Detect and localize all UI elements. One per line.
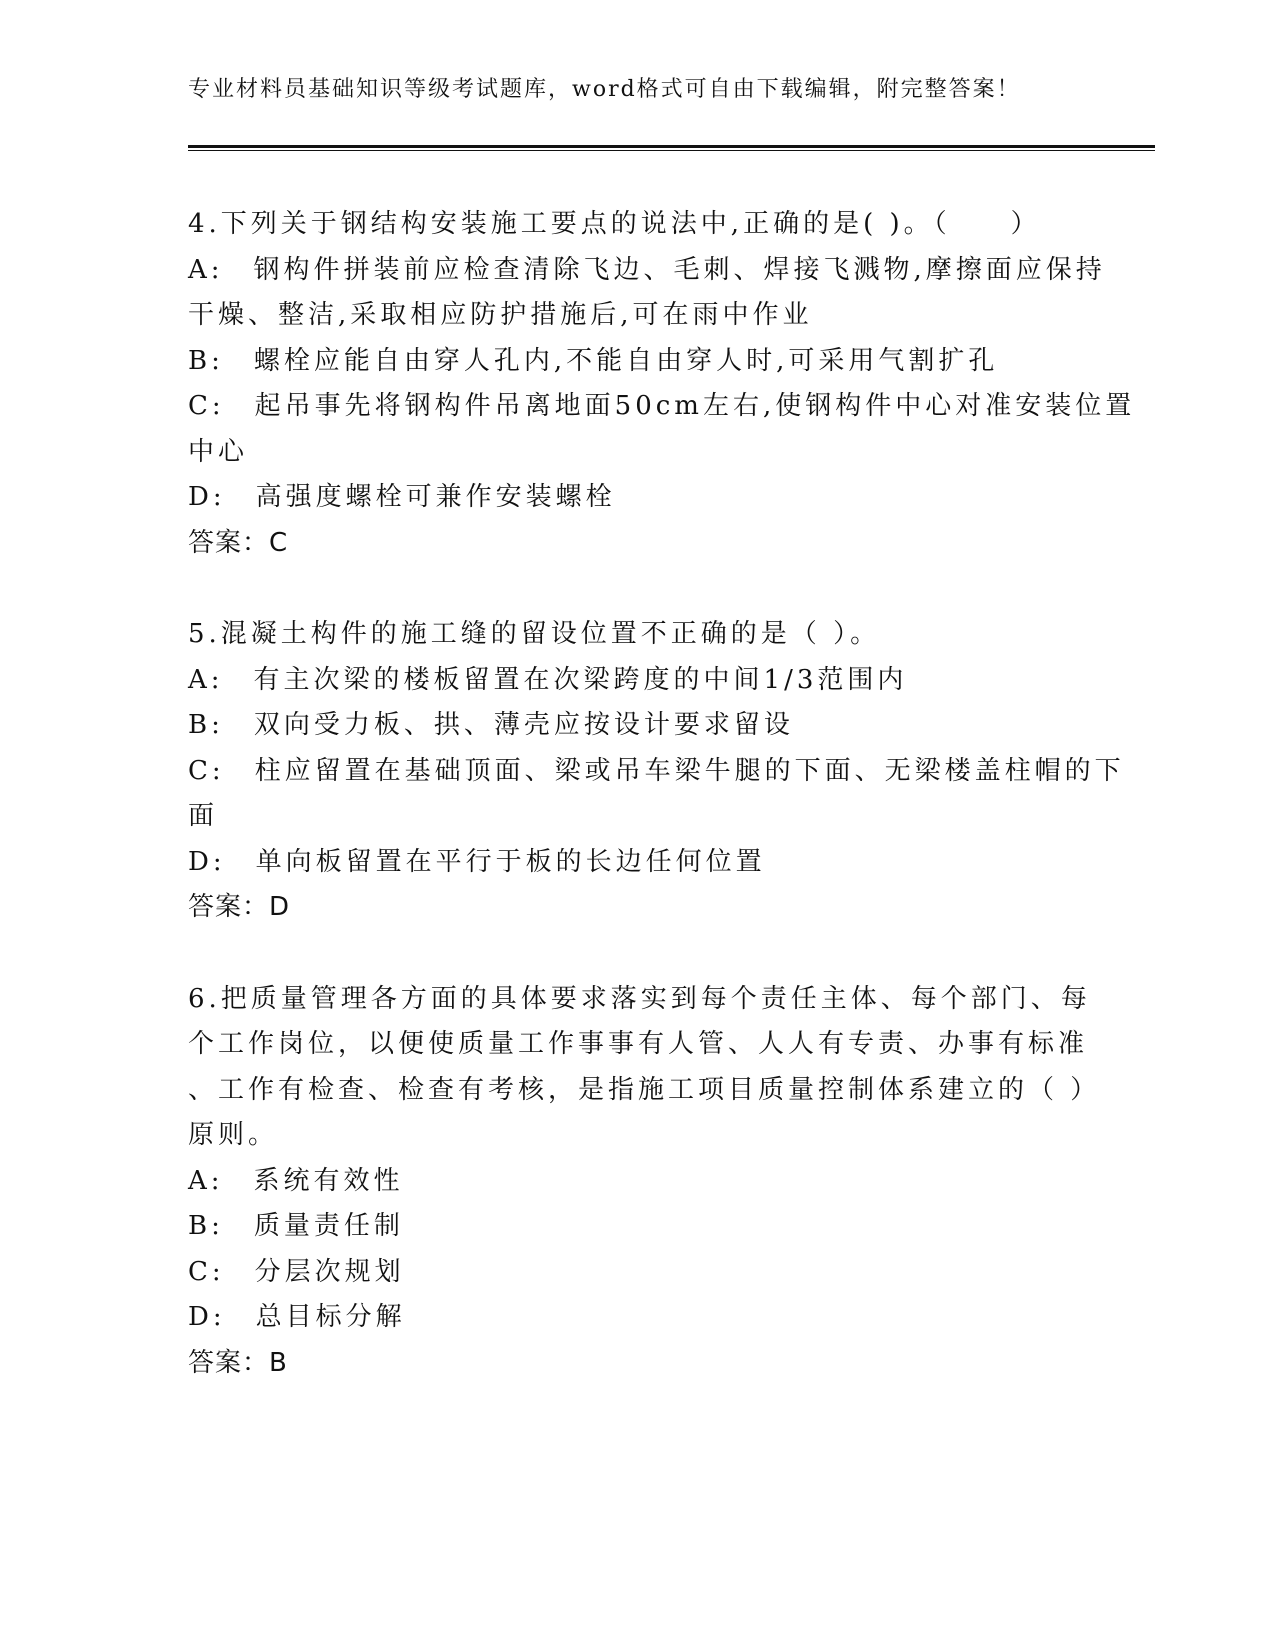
answer: 答案：D xyxy=(188,892,291,922)
option-d: D: 单向板留置在平行于板的长边任何位置 xyxy=(188,846,766,877)
question-stem: 4.下列关于钢结构安装施工要点的说法中,正确的是( )。（ ） xyxy=(188,209,1041,239)
option-d: D: 总目标分解 xyxy=(188,1302,406,1332)
question-stem-line-2: 个工作岗位，以便使质量工作事事有人管、人人有专责、办事有标准 xyxy=(188,1029,1089,1059)
question-stem: 6.把质量管理各方面的具体要求落实到每个责任主体、每个部门、每 xyxy=(188,983,1091,1014)
answer: 答案：C xyxy=(188,527,289,558)
option-c: C: 起吊事先将钢构件吊离地面50cm左右,使钢构件中心对准安装位置 xyxy=(188,391,1136,421)
header-rule-thick xyxy=(188,145,1155,148)
question-4 xyxy=(188,202,1136,566)
option-a: A: 钢构件拼装前应检查清除飞边、毛刺、焊接飞溅物,摩擦面应保持 xyxy=(188,254,1106,285)
header-rule-thin xyxy=(188,150,1155,151)
question-stem-line-3: 、工作有检查、检查有考核，是指施工项目质量控制体系建立的（ ） xyxy=(188,1074,1101,1105)
question-stem: 5.混凝土构件的施工缝的留设位置不正确的是（ ）。 xyxy=(188,619,881,649)
question-6 xyxy=(188,977,1101,1387)
option-a: A: 系统有效性 xyxy=(188,1165,404,1196)
option-c: C: 柱应留置在基础顶面、梁或吊车梁牛腿的下面、无梁楼盖柱帽的下 xyxy=(188,755,1125,786)
question-stem-line-4: 原则。 xyxy=(188,1120,279,1150)
option-a: A: 有主次梁的楼板留置在次梁跨度的中间1/3范围内 xyxy=(188,664,908,695)
option-a-continued: 干燥、整洁,采取相应防护措施后,可在雨中作业 xyxy=(188,300,813,330)
page-header: 专业材料员基础知识等级考试题库，word格式可自由下载编辑，附完整答案！ xyxy=(188,77,1021,102)
question-list xyxy=(188,202,1136,1432)
option-c-continued: 中心 xyxy=(188,436,249,467)
option-d: D: 高强度螺栓可兼作安装螺栓 xyxy=(188,482,616,512)
question-5 xyxy=(188,612,1125,931)
option-b: B: 螺栓应能自由穿人孔内,不能自由穿人时,可采用气割扩孔 xyxy=(188,345,999,376)
option-b: B: 双向受力板、拱、薄壳应按设计要求留设 xyxy=(188,710,794,740)
option-c: C: 分层次规划 xyxy=(188,1256,405,1287)
option-b: B: 质量责任制 xyxy=(188,1211,404,1241)
option-c-continued: 面 xyxy=(188,801,219,831)
answer: 答案：B xyxy=(188,1347,288,1378)
